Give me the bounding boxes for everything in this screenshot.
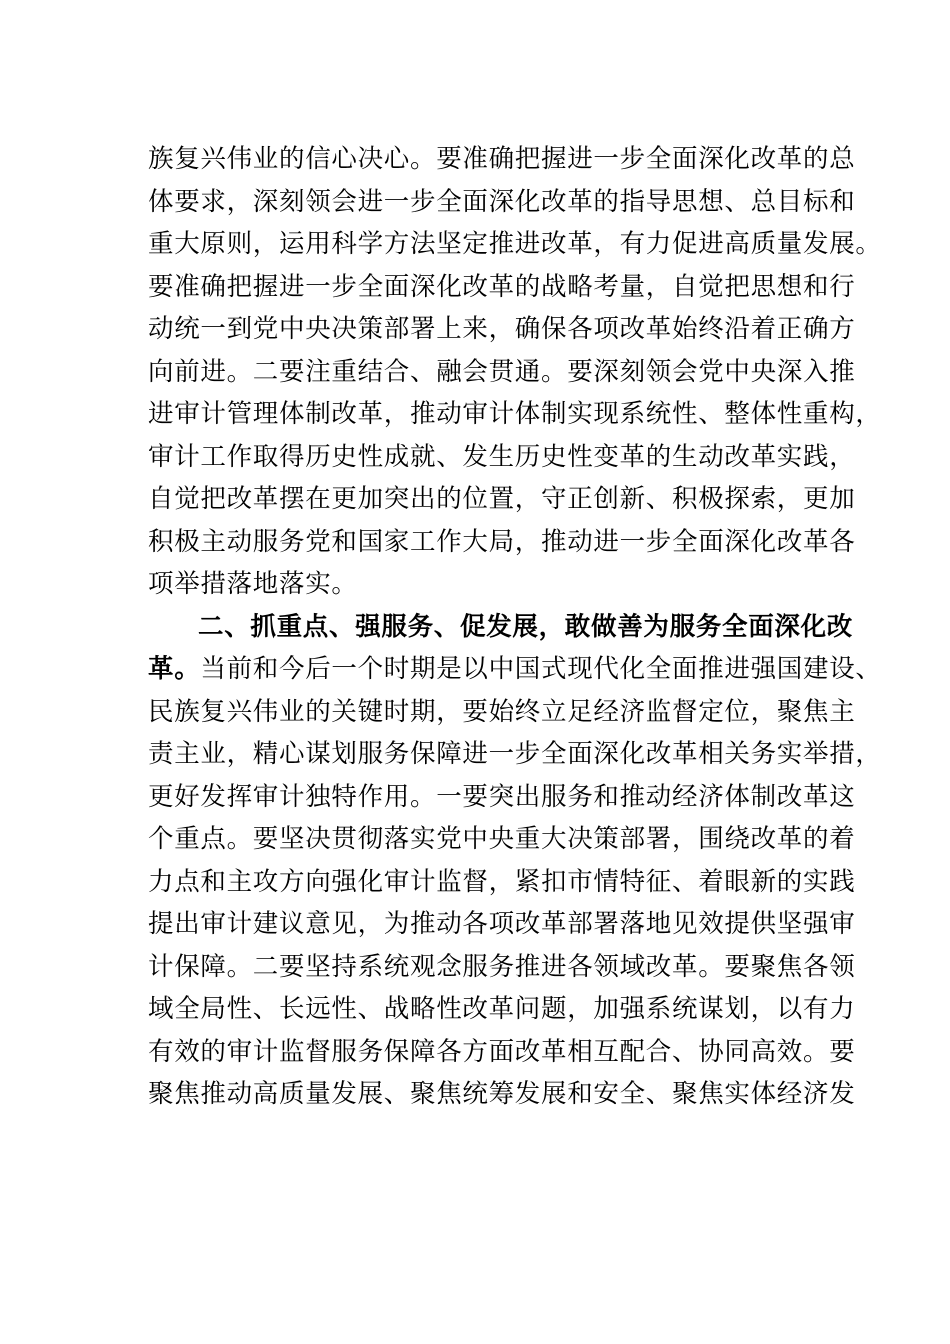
text-line: 责主业，精心谋划服务保障进一步全面深化改革相关务实举措，	[148, 739, 882, 769]
text-line: 体要求，深刻领会进一步全面深化改革的指导思想、总目标和	[148, 186, 856, 217]
text-line: 审计工作取得历史性成就、发生历史性变革的生动改革实践，	[148, 441, 856, 472]
text-line: 动统一到党中央决策部署上来，确保各项改革始终沿着正确方	[148, 314, 856, 344]
text-line: 重大原则，运用科学方法坚定推进改革，有力促进高质量发展。	[148, 229, 882, 259]
text-line: 有效的审计监督服务保障各方面改革相互配合、协同高效。要	[148, 1036, 856, 1067]
text-line: 个重点。要坚决贯彻落实党中央重大决策部署，围绕改革的着	[148, 824, 856, 854]
text-line: 进审计管理体制改革，推动审计体制实现系统性、整体性重构，	[148, 399, 882, 429]
text-line: 积极主动服务党和国家工作大局，推动进一步全面深化改革各	[148, 526, 856, 557]
section-heading-tail: 革。	[148, 654, 201, 684]
text-line: 域全局性、长远性、战略性改革问题，加强系统谋划，以有力	[148, 994, 856, 1024]
text-line	[148, 648, 882, 691]
text-line: 聚焦推动高质量发展、聚焦统筹发展和安全、聚焦实体经济发	[148, 1079, 856, 1109]
text-line: 向前进。二要注重结合、融会贯通。要深刻领会党中央深入推	[148, 356, 856, 387]
text-line: 计保障。二要坚持系统观念服务推进各领域改革。要聚焦各领	[148, 951, 856, 982]
text-line: 提出审计建议意见，为推动各项改革部署落地见效提供坚强审	[148, 909, 856, 939]
text-line: 要准确把握进一步全面深化改革的战略考量，自觉把思想和行	[148, 271, 856, 302]
text-line-content: 当前和今后一个时期是以中国式现代化全面推进强国建设、	[200, 654, 882, 684]
text-line: 力点和主攻方向强化审计监督，紧扣市情特征、着眼新的实践	[148, 866, 856, 897]
text-line: 更好发挥审计独特作用。一要突出服务和推动经济体制改革这	[148, 781, 856, 812]
text-line: 族复兴伟业的信心决心。要准确把握进一步全面深化改革的总	[148, 144, 856, 174]
text-line: 自觉把改革摆在更加突出的位置，守正创新、积极探索，更加	[148, 484, 856, 514]
text-line: 民族复兴伟业的关键时期，要始终立足经济监督定位，聚焦主	[148, 696, 856, 727]
text-line: 项举措落地落实。	[148, 569, 358, 599]
section-heading: 二、抓重点、强服务、促发展，敢做善为服务全面深化改	[198, 611, 854, 642]
body-text	[148, 138, 882, 1116]
